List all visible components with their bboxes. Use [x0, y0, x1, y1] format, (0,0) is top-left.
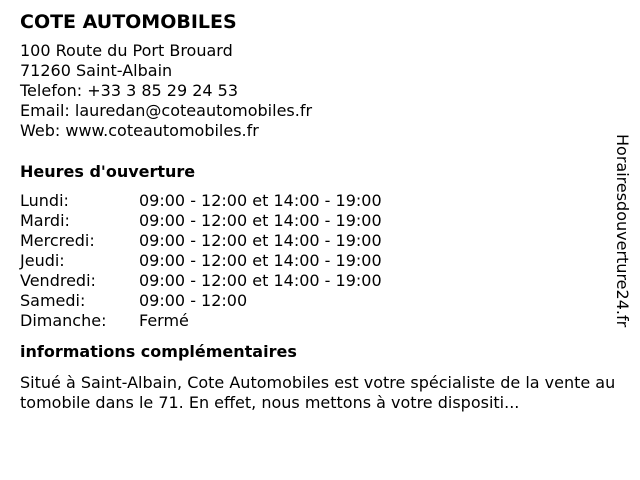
- address-line-2: 71260 Saint-Albain: [20, 61, 173, 80]
- time-value: Fermé: [139, 311, 189, 330]
- time-value: 09:00 - 12:00 et 14:00 - 19:00: [139, 231, 382, 250]
- time-value: 09:00 - 12:00 et 14:00 - 19:00: [139, 211, 382, 230]
- day-label: Vendredi:: [20, 271, 96, 290]
- address-line-1: 100 Route du Port Brouard: [20, 41, 233, 60]
- day-label: Lundi:: [20, 191, 69, 210]
- email-line: Email: lauredan@coteautomobiles.fr: [20, 101, 313, 120]
- hours-row-friday: [20, 271, 620, 291]
- day-label: Mardi:: [20, 211, 70, 230]
- info-title: informations complémentaires: [20, 342, 297, 361]
- time-value: 09:00 - 12:00: [139, 291, 248, 310]
- hours-row-tuesday: [20, 211, 620, 231]
- web-line: Web: www.coteautomobiles.fr: [20, 121, 259, 140]
- day-label: Jeudi:: [20, 251, 65, 270]
- phone-line: Telefon: +33 3 85 29 24 53: [20, 81, 239, 100]
- info-description: Situé à Saint-Albain, Cote Automobiles est votre spécialiste de la vente automobile dans le 71. En effet, nous mettons à votre dispositi...: [20, 373, 616, 412]
- contact-block: [20, 41, 620, 141]
- day-label: Samedi:: [20, 291, 86, 310]
- hours-table: [20, 191, 620, 331]
- time-value: 09:00 - 12:00 et 14:00 - 19:00: [139, 191, 382, 210]
- hours-row-wednesday: [20, 231, 620, 251]
- hours-row-saturday: [20, 291, 620, 311]
- hours-row-monday: [20, 191, 620, 211]
- time-value: 09:00 - 12:00 et 14:00 - 19:00: [139, 271, 382, 290]
- business-name: COTE AUTOMOBILES: [20, 11, 237, 33]
- hours-row-thursday: [20, 251, 620, 271]
- business-card: [20, 10, 620, 413]
- hours-row-sunday: [20, 311, 620, 331]
- day-label: Mercredi:: [20, 231, 95, 250]
- day-label: Dimanche:: [20, 311, 107, 330]
- hours-title: Heures d'ouverture: [20, 162, 196, 181]
- time-value: 09:00 - 12:00 et 14:00 - 19:00: [139, 251, 382, 270]
- site-watermark-label: Horairesdouverture24.fr: [613, 134, 632, 328]
